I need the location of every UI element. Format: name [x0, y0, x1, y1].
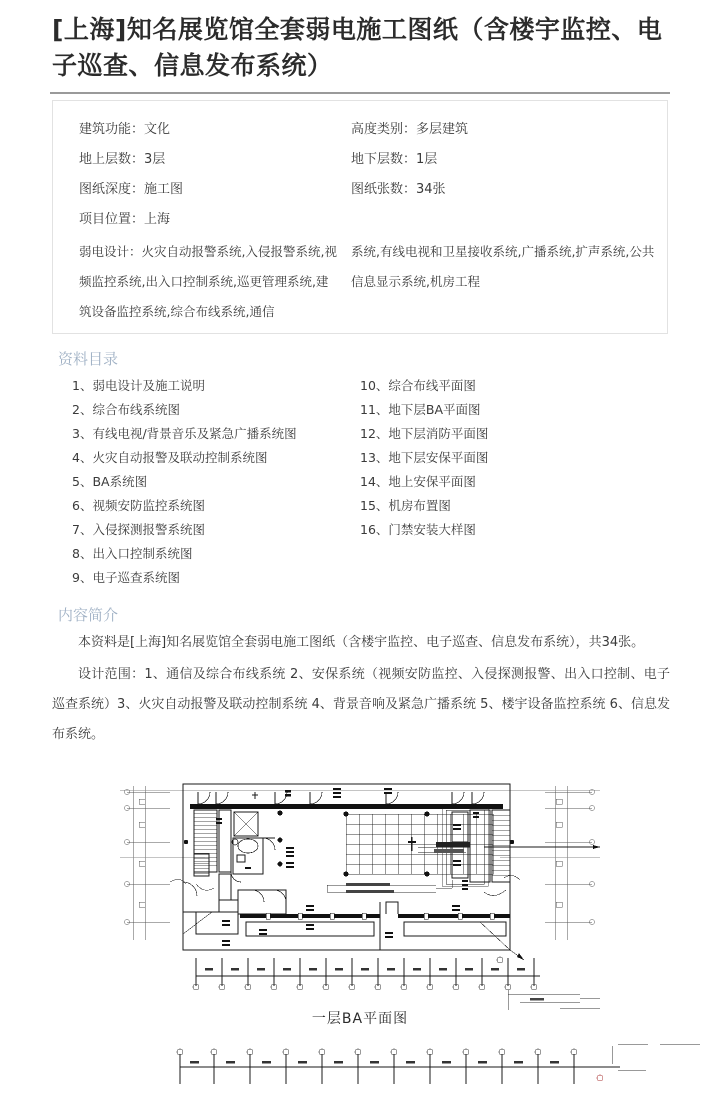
- info-design-scope: [53, 237, 667, 327]
- catalog-item: 9、电子巡查系统图: [72, 570, 180, 585]
- catalog-item: 16、门禁安装大样图: [360, 522, 476, 537]
- page-title: [上海]知名展览馆全套弱电施工图纸（含楼宇监控、电子巡查、信息发布系统）: [52, 15, 663, 80]
- title-divider: [50, 92, 670, 94]
- info-project-location: 项目位置：上海: [79, 212, 171, 227]
- info-floors-above: 地上层数：3层: [79, 152, 166, 167]
- intro-heading: 内容简介: [58, 606, 119, 624]
- intro-paragraph: 设计范围：1、通信及综合布线系统 2、安保系统（视频安防监控、入侵探测报警、出入口控制、电子巡查系统）3、火灾自动报警及联动控制系统 4、背景音响及紧急广播系统 5、楼宇设备监控系统 6、信息发布系统。: [52, 667, 670, 742]
- project-info-box: [52, 100, 668, 334]
- catalog-item: 5、BA系统图: [72, 474, 148, 489]
- catalog-item: 4、火灾自动报警及联动控制系统图: [72, 450, 268, 465]
- catalog-item: 13、地下层安保平面图: [360, 450, 489, 465]
- catalog-column-left: [72, 374, 342, 590]
- floor-plan-drawing: [0, 762, 720, 1102]
- floor-plan-caption: 一层BA平面图: [311, 1011, 409, 1027]
- catalog-item: 10、综合布线平面图: [360, 378, 476, 393]
- intro-body: [0, 628, 720, 750]
- info-building-function: 建筑功能：文化: [79, 122, 171, 137]
- info-drawing-count: 图纸张数：34张: [351, 182, 446, 197]
- catalog-item: 1、弱电设计及施工说明: [72, 378, 205, 393]
- catalog-item: 11、地下层BA平面图: [360, 402, 481, 417]
- catalog-column-right: [342, 374, 680, 590]
- catalog-item: 15、机房布置图: [360, 498, 451, 513]
- catalog-item: 2、综合布线系统图: [72, 402, 180, 417]
- catalog-item: 12、地下层消防平面图: [360, 426, 489, 441]
- info-drawing-depth: 图纸深度：施工图: [79, 182, 184, 197]
- catalog-heading: 资料目录: [58, 350, 119, 368]
- catalog-item: 7、入侵探测报警系统图: [72, 522, 205, 537]
- catalog-item: 8、出入口控制系统图: [72, 546, 193, 561]
- info-design-scope-right: 系统,有线电视和卫星接收系统,广播系统,扩声系统,公共信息显示系统,机房工程: [351, 244, 655, 289]
- catalog-list: [0, 374, 720, 590]
- catalog-item: 14、地上安保平面图: [360, 474, 476, 489]
- catalog-item: 6、视频安防监控系统图: [72, 498, 205, 513]
- intro-paragraph: 本资料是[上海]知名展览馆全套弱电施工图纸（含楼宇监控、电子巡查、信息发布系统），共34张。: [78, 635, 645, 650]
- catalog-item: 3、有线电视/背景音乐及紧急广播系统图: [72, 426, 297, 441]
- project-info-grid: [53, 115, 667, 235]
- info-height-category: 高度类别：多层建筑: [351, 122, 469, 137]
- info-floors-below: 地下层数：1层: [351, 152, 438, 167]
- floor-plan-figure: [0, 762, 720, 1102]
- info-design-scope-left: 弱电设计：火灾自动报警系统,入侵报警系统,视频监控系统,出入口控制系统,巡更管理系统,建筑设备监控系统,综合布线系统,通信: [79, 244, 337, 319]
